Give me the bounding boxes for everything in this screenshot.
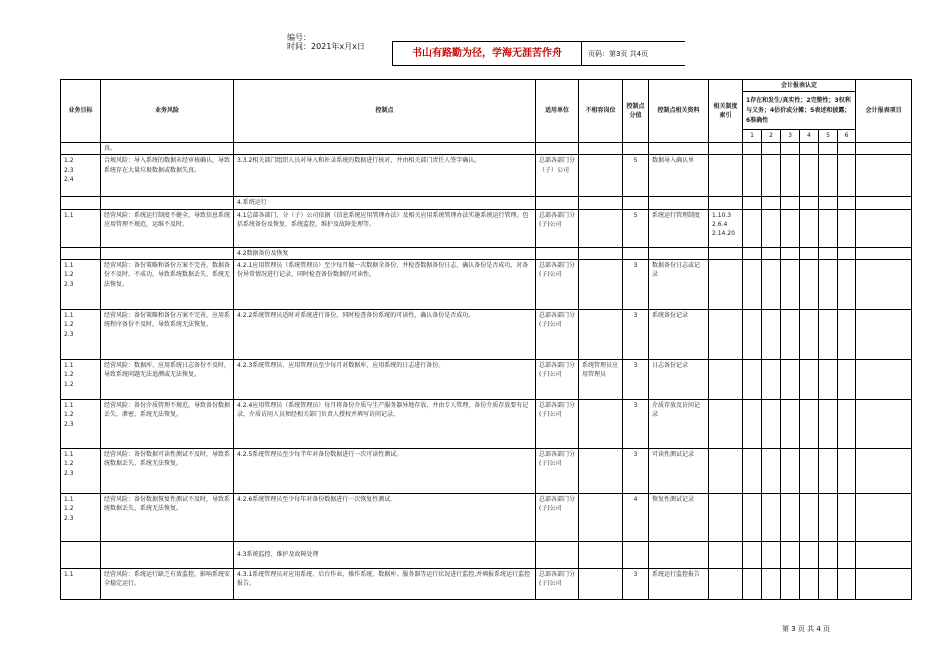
score-cell: 3 bbox=[623, 449, 649, 494]
assertion-cell bbox=[838, 260, 856, 310]
risk-cell: 经营风险：数据库、应用系统日志备份不及时，导致系统问题无法追溯或无法恢复。 bbox=[101, 360, 234, 400]
assertion-cell bbox=[743, 142, 762, 154]
score-cell: 3 bbox=[623, 260, 649, 310]
control-cell: 4.2.3系统管理员、应用管理员至少每月对数据库、应用系统的日志进行备份。 bbox=[234, 360, 536, 400]
materials-cell: 日志备份记录 bbox=[649, 360, 709, 400]
assertion-cell bbox=[819, 142, 838, 154]
header-score: 控制点分值 bbox=[623, 80, 649, 143]
materials-cell: 介质存放及访问记录 bbox=[649, 400, 709, 449]
score-cell: 3 bbox=[623, 310, 649, 360]
assertion-cell bbox=[743, 449, 762, 494]
page-header bbox=[287, 33, 685, 66]
index-cell bbox=[709, 360, 743, 400]
assertion-cell bbox=[800, 209, 819, 247]
motto-box: 书山有路勤为径，学海无涯苦作舟 bbox=[392, 41, 582, 66]
risk-cell: 经营风险：备份策略和备份方案不完善，应用系统程序备份不及时，导致系统无法恢复。 bbox=[101, 310, 234, 360]
objective-cell bbox=[61, 247, 101, 259]
control-cell: 4.3.1系统管理员对应用系统、后台作业、操作系统、数据库、服务器等运行状况进行监控,并填报系统运行监控报告。 bbox=[234, 569, 536, 600]
assertion-cell bbox=[762, 542, 781, 569]
table-row bbox=[61, 569, 912, 600]
risk-cell bbox=[101, 247, 234, 259]
assertion-cell bbox=[743, 247, 762, 259]
risk-cell: 经营风险：系统运行缺乏有效监控，影响系统安全稳定运行。 bbox=[101, 569, 234, 600]
unit-cell: 总部各部门分(子)公司 bbox=[536, 310, 579, 360]
header-col-6: 6 bbox=[838, 130, 856, 142]
score-cell: 3 bbox=[623, 569, 649, 600]
header-col-4: 4 bbox=[800, 130, 819, 142]
risk-cell: 经营风险：备份数据可读性测试不及时，导致系统数据丢失、系统无法恢复。 bbox=[101, 449, 234, 494]
items-cell bbox=[856, 260, 912, 310]
assertion-cell bbox=[743, 542, 762, 569]
assertion-cell bbox=[781, 400, 800, 449]
materials-cell bbox=[649, 247, 709, 259]
assertion-cell bbox=[743, 569, 762, 600]
materials-cell: 系统运行监控报告 bbox=[649, 569, 709, 600]
objective-cell: 1.1 1.2 2.3 bbox=[61, 449, 101, 494]
assertion-cell bbox=[762, 400, 781, 449]
assertion-cell bbox=[800, 310, 819, 360]
page-footer: 第 3 页 共 4 页 bbox=[782, 625, 831, 633]
risk-cell: 合规风险：导入系统的数据未经审核确认，导致系统存在大量垃圾数据或数据失真。 bbox=[101, 155, 234, 197]
objective-cell: 1.1 1.2 1.2 bbox=[61, 360, 101, 400]
assertion-cell bbox=[800, 142, 819, 154]
control-cell bbox=[234, 142, 536, 154]
items-cell bbox=[856, 449, 912, 494]
header-unit: 适用单位 bbox=[536, 80, 579, 143]
items-cell bbox=[856, 310, 912, 360]
header-col-3: 3 bbox=[781, 130, 800, 142]
assertion-cell bbox=[819, 569, 838, 600]
table-row bbox=[61, 310, 912, 360]
incompatible-cell bbox=[579, 569, 623, 600]
table-row bbox=[61, 197, 912, 209]
table-row bbox=[61, 142, 912, 154]
header-incompatible: 不相容岗位 bbox=[579, 80, 623, 143]
assertion-cell bbox=[781, 260, 800, 310]
materials-cell bbox=[649, 142, 709, 154]
score-cell: 3 bbox=[623, 360, 649, 400]
index-cell bbox=[709, 542, 743, 569]
assertion-cell bbox=[800, 197, 819, 209]
control-table bbox=[60, 79, 912, 600]
assertion-cell bbox=[838, 155, 856, 197]
incompatible-cell: 系统管理员应用管理员 bbox=[579, 360, 623, 400]
assertion-cell bbox=[838, 449, 856, 494]
objective-cell: 1.1 1.2 2.3 bbox=[61, 400, 101, 449]
score-cell bbox=[623, 197, 649, 209]
materials-cell: 可读性测试记录 bbox=[649, 449, 709, 494]
assertion-cell bbox=[800, 260, 819, 310]
assertion-cell bbox=[743, 494, 762, 542]
items-cell bbox=[856, 209, 912, 247]
table-row bbox=[61, 155, 912, 197]
assertion-cell bbox=[838, 569, 856, 600]
header-col-1: 1 bbox=[743, 130, 762, 142]
assertion-cell bbox=[781, 494, 800, 542]
assertion-cell bbox=[819, 197, 838, 209]
incompatible-cell bbox=[579, 542, 623, 569]
assertion-cell bbox=[838, 310, 856, 360]
control-cell: 4.2.6系统管理员至少每年对备份数据进行一次恢复性测试。 bbox=[234, 494, 536, 542]
control-cell: 4.2.1应用管理员（系统管理员）至少每月做一次数据全备份，并检查数据备份日志，确认备份是否成功，对备份异常情况进行记录，同时检查备份数据的可读性。 bbox=[234, 260, 536, 310]
index-cell bbox=[709, 569, 743, 600]
assertion-cell bbox=[838, 542, 856, 569]
assertion-cell bbox=[781, 209, 800, 247]
materials-cell: 系统运行管理制度 bbox=[649, 209, 709, 247]
table-row bbox=[61, 260, 912, 310]
assertion-cell bbox=[781, 142, 800, 154]
assertion-cell bbox=[781, 542, 800, 569]
assertion-cell bbox=[781, 449, 800, 494]
assertion-cell bbox=[762, 360, 781, 400]
score-cell: 5 bbox=[623, 209, 649, 247]
score-cell: 4 bbox=[623, 494, 649, 542]
assertion-cell bbox=[743, 155, 762, 197]
items-cell bbox=[856, 197, 912, 209]
materials-cell: 系统备份记录 bbox=[649, 310, 709, 360]
items-cell bbox=[856, 247, 912, 259]
section-title: 4.系统运行 bbox=[234, 197, 536, 209]
index-cell bbox=[709, 449, 743, 494]
unit-cell: 总部各部门分（子）公司 bbox=[536, 155, 579, 197]
risk-cell: 经营风险：系统运行制度不健全，导致信息系统应用管理不规范，运维不及时。 bbox=[101, 209, 234, 247]
assertion-cell bbox=[743, 310, 762, 360]
index-cell bbox=[709, 494, 743, 542]
header-col-5: 5 bbox=[819, 130, 838, 142]
incompatible-cell bbox=[579, 155, 623, 197]
score-cell: 3 bbox=[623, 400, 649, 449]
objective-cell bbox=[61, 542, 101, 569]
table-row bbox=[61, 494, 912, 542]
index-cell bbox=[709, 247, 743, 259]
assertion-cell bbox=[743, 209, 762, 247]
assertion-cell bbox=[781, 360, 800, 400]
assertion-cell bbox=[838, 494, 856, 542]
assertion-cell bbox=[800, 155, 819, 197]
items-cell bbox=[856, 494, 912, 542]
score-cell: 5 bbox=[623, 155, 649, 197]
assertion-cell bbox=[819, 209, 838, 247]
incompatible-cell bbox=[579, 260, 623, 310]
assertion-cell bbox=[819, 494, 838, 542]
assertion-cell bbox=[838, 209, 856, 247]
assertion-cell bbox=[743, 360, 762, 400]
table-row bbox=[61, 360, 912, 400]
assertion-cell bbox=[762, 155, 781, 197]
assertion-cell bbox=[838, 360, 856, 400]
assertion-cell bbox=[781, 310, 800, 360]
items-cell bbox=[856, 142, 912, 154]
index-cell bbox=[709, 260, 743, 310]
incompatible-cell bbox=[579, 449, 623, 494]
header-col-2: 2 bbox=[762, 130, 781, 142]
index-cell bbox=[709, 155, 743, 197]
unit-cell bbox=[536, 247, 579, 259]
assertion-cell bbox=[762, 310, 781, 360]
items-cell bbox=[856, 360, 912, 400]
risk-cell: 经营风险：备份数据恢复性测试不及时，导致系统数据丢失、系统无法恢复。 bbox=[101, 494, 234, 542]
unit-cell: 总部各部门分(子)公司 bbox=[536, 260, 579, 310]
header-objective: 业务目标 bbox=[61, 80, 101, 143]
objective-cell: 1.1 bbox=[61, 209, 101, 247]
control-cell: 4.2.5系统管理员至少每半年对备份数据进行一次可读性测试。 bbox=[234, 449, 536, 494]
assertion-cell bbox=[781, 569, 800, 600]
control-cell: 3.3.2相关部门组织人员对导入和补录系统的数据进行核对，并由相关部门责任人签字确认。 bbox=[234, 155, 536, 197]
risk-cell bbox=[101, 542, 234, 569]
items-cell bbox=[856, 400, 912, 449]
table-row bbox=[61, 247, 912, 259]
unit-cell bbox=[536, 197, 579, 209]
risk-cell: 真。 bbox=[101, 142, 234, 154]
assertion-cell bbox=[819, 247, 838, 259]
assertion-cell bbox=[762, 197, 781, 209]
objective-cell: 1.1 1.2 2.3 bbox=[61, 310, 101, 360]
risk-cell bbox=[101, 197, 234, 209]
assertion-cell bbox=[819, 542, 838, 569]
assertion-cell bbox=[800, 542, 819, 569]
header-index: 相关制度索引 bbox=[709, 80, 743, 143]
assertion-cell bbox=[838, 197, 856, 209]
assertion-cell bbox=[762, 260, 781, 310]
objective-cell: 1.1 1.2 2.3 bbox=[61, 494, 101, 542]
unit-cell: 总部各部门分(子)公司 bbox=[536, 494, 579, 542]
unit-cell bbox=[536, 542, 579, 569]
objective-cell bbox=[61, 142, 101, 154]
subsection-title: 4.3系统监控、维护及故障处理 bbox=[234, 542, 536, 569]
index-cell bbox=[709, 197, 743, 209]
header-items: 会计报表项目 bbox=[856, 80, 912, 143]
incompatible-cell bbox=[579, 209, 623, 247]
index-cell bbox=[709, 400, 743, 449]
index-cell bbox=[709, 310, 743, 360]
materials-cell bbox=[649, 197, 709, 209]
unit-cell: 总部各部门分(子)公司 bbox=[536, 449, 579, 494]
items-cell bbox=[856, 569, 912, 600]
assertion-cell bbox=[800, 494, 819, 542]
assertion-cell bbox=[781, 247, 800, 259]
time-label: 时间：2021年x月x日 bbox=[287, 42, 365, 51]
assertion-cell bbox=[800, 449, 819, 494]
assertion-cell bbox=[819, 360, 838, 400]
assertion-cell bbox=[762, 569, 781, 600]
header-accounting: 会计报表认定 bbox=[743, 80, 856, 92]
assertion-cell bbox=[762, 209, 781, 247]
unit-cell bbox=[536, 142, 579, 154]
assertion-cell bbox=[819, 260, 838, 310]
table-row bbox=[61, 400, 912, 449]
header-assertions: 1存在和发生/真实性；2完整性；3权利与义务；4估价或分摊；5表述和披露；6准确性 bbox=[743, 92, 856, 130]
assertion-cell bbox=[800, 247, 819, 259]
incompatible-cell bbox=[579, 247, 623, 259]
incompatible-cell bbox=[579, 310, 623, 360]
assertion-cell bbox=[838, 142, 856, 154]
assertion-cell bbox=[819, 400, 838, 449]
incompatible-cell bbox=[579, 142, 623, 154]
assertion-cell bbox=[819, 449, 838, 494]
table-row bbox=[61, 209, 912, 247]
unit-cell: 总部各部门分(子)公司 bbox=[536, 209, 579, 247]
control-cell: 4.2.2系统管理员适时对系统进行备份，同时检查备份系统的可读性，确认备份是否成功。 bbox=[234, 310, 536, 360]
assertion-cell bbox=[762, 247, 781, 259]
assertion-cell bbox=[743, 400, 762, 449]
assertion-cell bbox=[762, 494, 781, 542]
unit-cell: 总部各部门分(子)公司 bbox=[536, 400, 579, 449]
score-cell bbox=[623, 542, 649, 569]
index-cell: 1.10.3 2.6.4 2.14.20 bbox=[709, 209, 743, 247]
assertion-cell bbox=[781, 155, 800, 197]
number-label: 编号： bbox=[287, 33, 311, 42]
incompatible-cell bbox=[579, 197, 623, 209]
assertion-cell bbox=[762, 449, 781, 494]
subsection-title: 4.2数据备份及恢复 bbox=[234, 247, 536, 259]
materials-cell: 恢复性测试记录 bbox=[649, 494, 709, 542]
header-control: 控制点 bbox=[234, 80, 536, 143]
assertion-cell bbox=[800, 360, 819, 400]
objective-cell: 1.1 bbox=[61, 569, 101, 600]
materials-cell bbox=[649, 542, 709, 569]
objective-cell: 1.1 1.2 2.3 bbox=[61, 260, 101, 310]
assertion-cell bbox=[762, 142, 781, 154]
control-cell: 4.1总部各部门、分（子）公司依据《信息系统应用管理办法》及相关应用系统管理办法实施系统运行管理。包括系统备份及恢复、系统监控、维护及故障处理等。 bbox=[234, 209, 536, 247]
header-materials: 控制点相关资料 bbox=[649, 80, 709, 143]
assertion-cell bbox=[819, 155, 838, 197]
incompatible-cell bbox=[579, 494, 623, 542]
assertion-cell bbox=[800, 569, 819, 600]
assertion-cell bbox=[781, 197, 800, 209]
page-label: 页码：第3页 共4页 bbox=[582, 41, 685, 66]
table-row bbox=[61, 542, 912, 569]
materials-cell: 数据备份日志或记录 bbox=[649, 260, 709, 310]
unit-cell: 总部各部门分(子)公司 bbox=[536, 569, 579, 600]
assertion-cell bbox=[819, 310, 838, 360]
risk-cell: 经营风险：备份介质管理不规范，导致备份数据丢失、泄密、系统无法恢复。 bbox=[101, 400, 234, 449]
assertion-cell bbox=[743, 197, 762, 209]
header-risk: 业务风险 bbox=[101, 80, 234, 143]
objective-cell: 1.2 2.3 2.4 bbox=[61, 155, 101, 197]
unit-cell: 总部各部门分(子)公司 bbox=[536, 360, 579, 400]
risk-cell: 经营风险：备份策略和备份方案不完善，数据备份不及时、不成功，导致系统数据丢失、系统无法恢复。 bbox=[101, 260, 234, 310]
index-cell bbox=[709, 142, 743, 154]
objective-cell bbox=[61, 197, 101, 209]
assertion-cell bbox=[743, 260, 762, 310]
items-cell bbox=[856, 542, 912, 569]
score-cell bbox=[623, 247, 649, 259]
table-row bbox=[61, 449, 912, 494]
score-cell bbox=[623, 142, 649, 154]
items-cell bbox=[856, 155, 912, 197]
header-meta bbox=[287, 33, 392, 66]
materials-cell: 数据导入确认单 bbox=[649, 155, 709, 197]
control-cell: 4.2.4应用管理员（系统管理员）每月将备份介质与生产服务器异地存放，并由专人管理，备份介质存放要有记录，介质访问人员须经相关部门负责人授权并填写访问记录。 bbox=[234, 400, 536, 449]
assertion-cell bbox=[838, 400, 856, 449]
table-body bbox=[61, 142, 912, 599]
incompatible-cell bbox=[579, 400, 623, 449]
assertion-cell bbox=[800, 400, 819, 449]
assertion-cell bbox=[838, 247, 856, 259]
